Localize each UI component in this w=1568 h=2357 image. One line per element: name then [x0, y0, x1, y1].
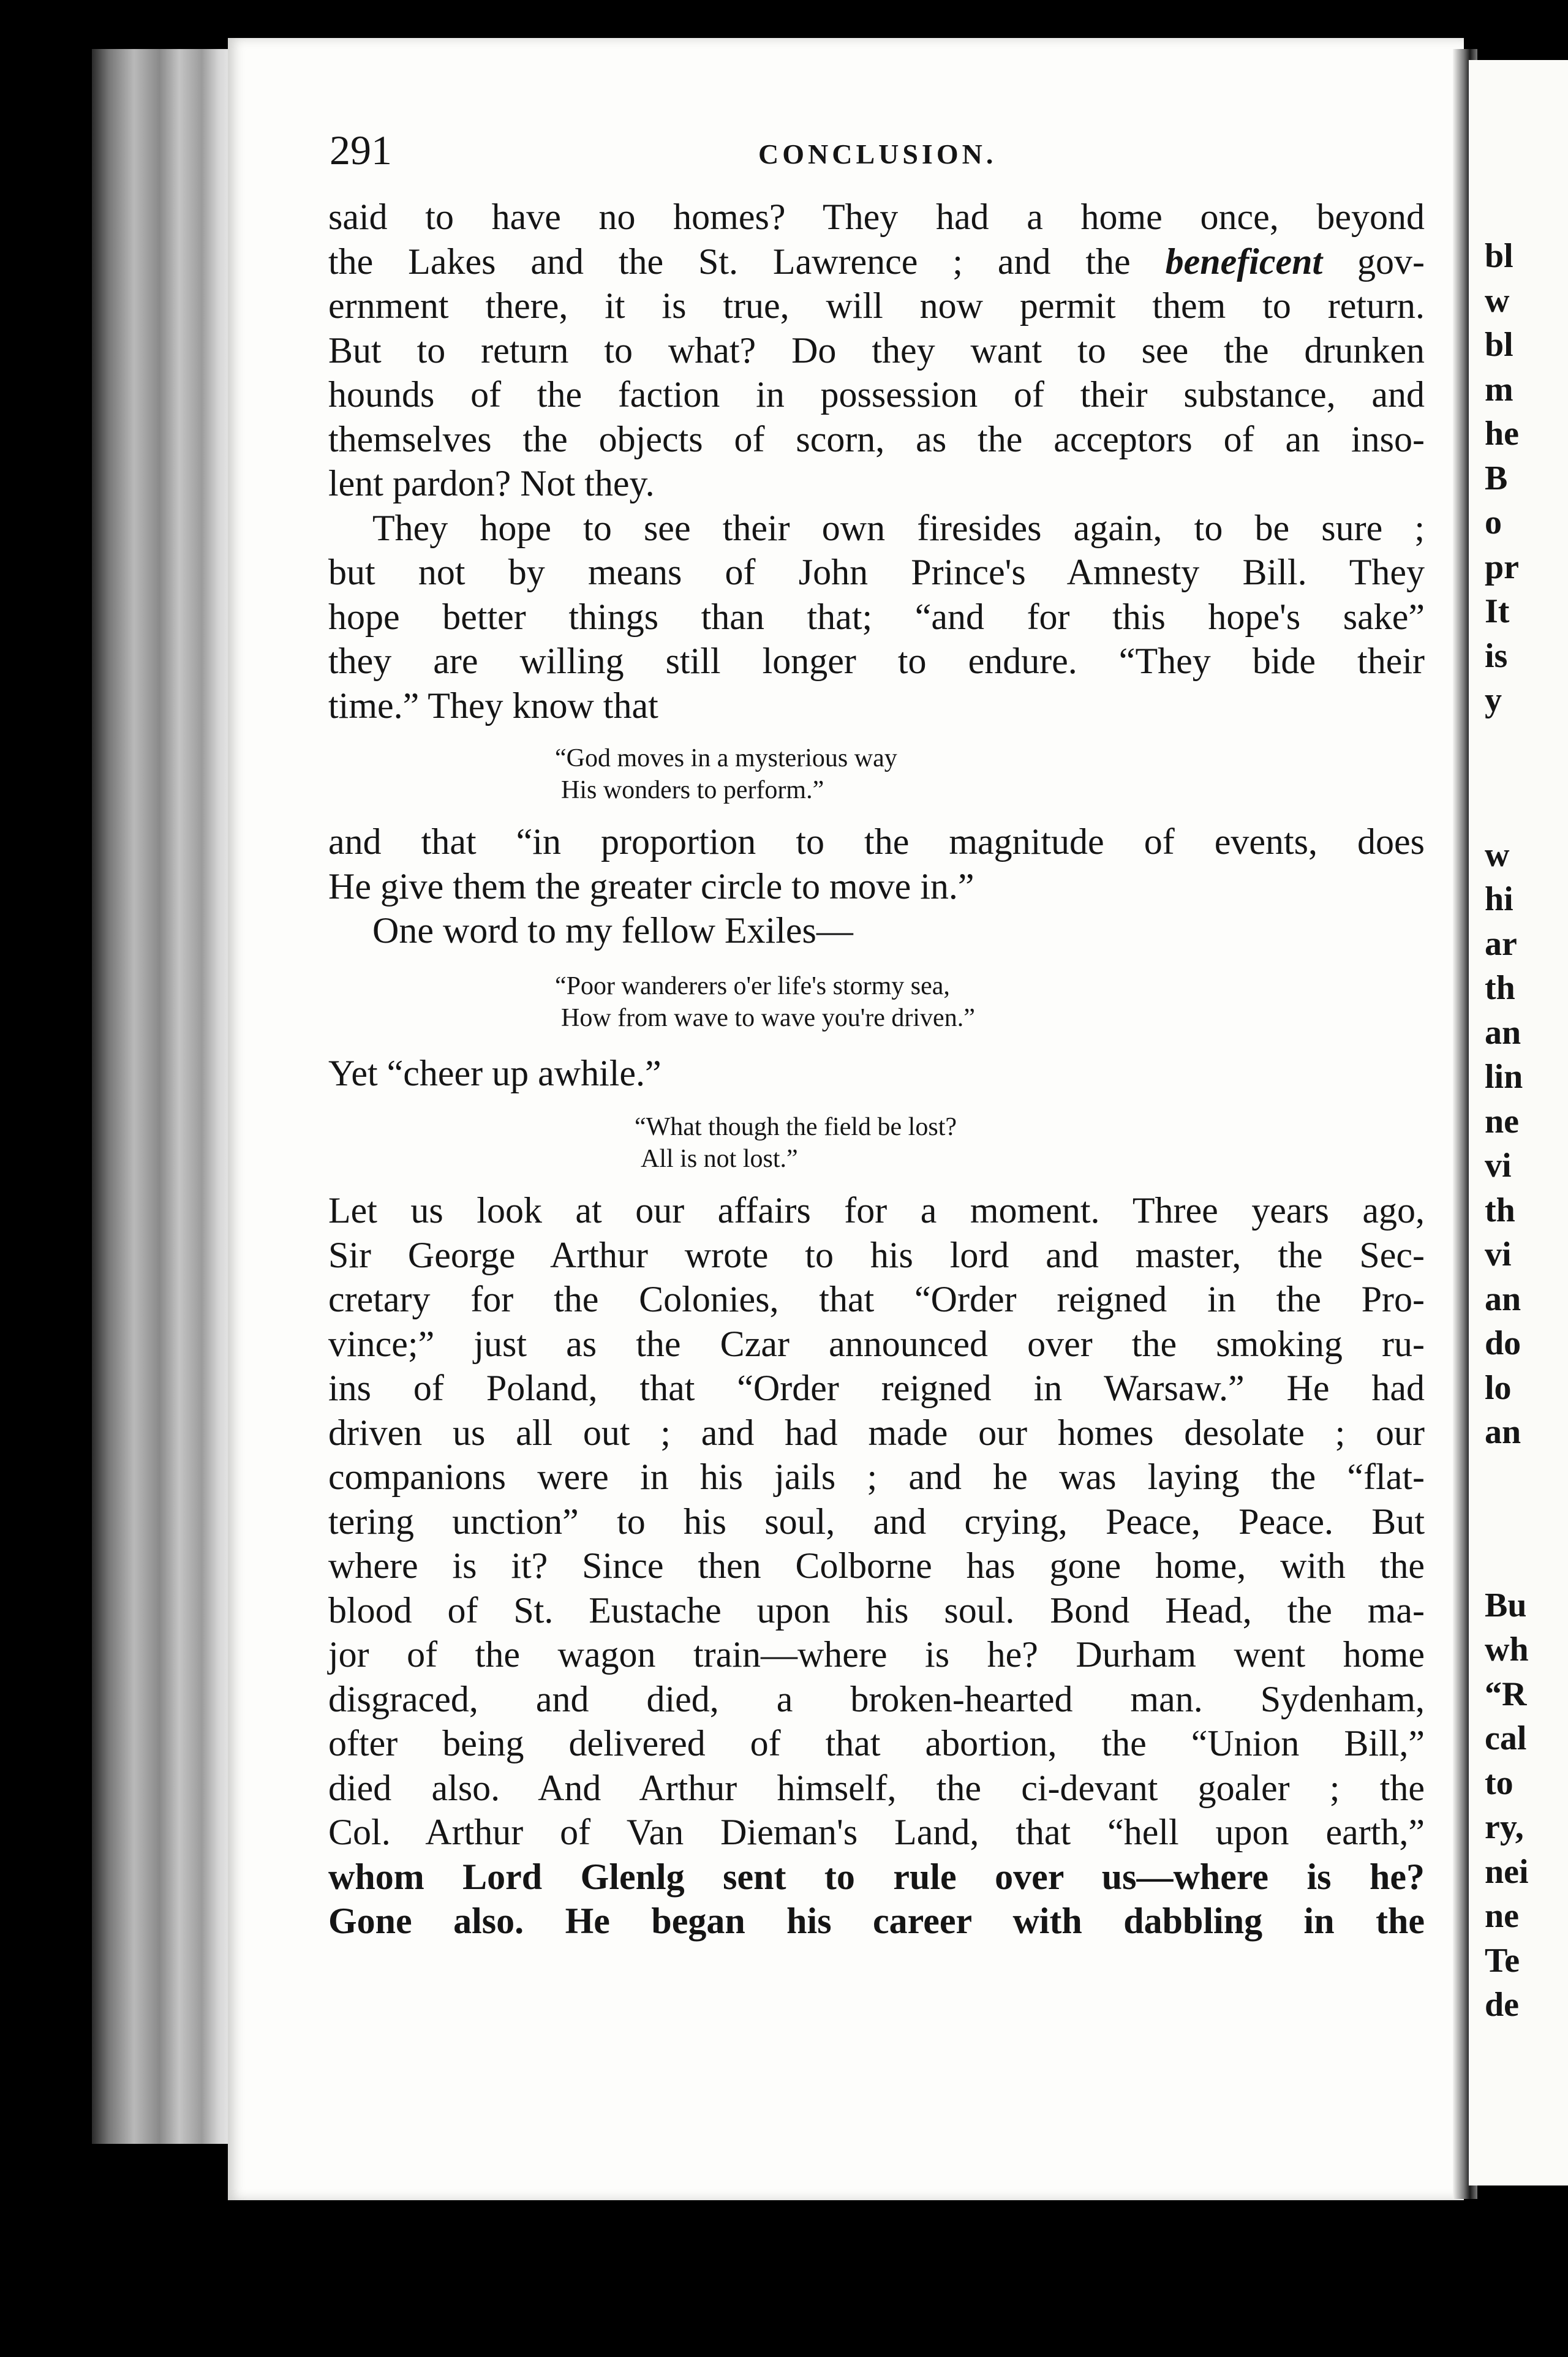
page-number: 291 [330, 127, 392, 173]
running-title: CONCLUSION. [758, 138, 997, 170]
text-line: themselves the objects of scorn, as the acceptors of an inso- [328, 418, 1425, 459]
text-line: cretary for the Colonies, that “Order reigned in the Pro- [328, 1279, 1425, 1319]
paragraph [328, 1188, 1425, 1944]
fragment: B [1485, 459, 1508, 497]
fragment: bl [1485, 326, 1513, 364]
fragment: ry, [1485, 1808, 1524, 1846]
fragment: m [1485, 370, 1513, 409]
book-page-edges [92, 49, 233, 2144]
fragment: cal [1485, 1719, 1527, 1757]
fragment: vi [1485, 1147, 1512, 1185]
fragment: th [1485, 969, 1515, 1007]
text-line: But to return to what? Do they want to see the drunken [328, 330, 1425, 371]
verse-line: “God moves in a mysterious way [555, 744, 897, 772]
facing-page-fragment [1469, 60, 1568, 2185]
text-line: He give them the greater circle to move in.” [328, 865, 974, 907]
text-line: time.” They know that [328, 685, 658, 726]
text-line: hounds of the faction in possession of their substance, and [328, 374, 1425, 415]
text-line: disgraced, and died, a broken-hearted man. Sydenham, [328, 1678, 1425, 1719]
fragment: he [1485, 415, 1519, 453]
text-line: they are willing still longer to endure. “They bide their [328, 641, 1425, 681]
fragment: y [1485, 681, 1502, 719]
emphasis: beneficent [1165, 241, 1323, 282]
fragment: do [1485, 1324, 1521, 1362]
text-line: jor of the wagon train—where is he? Durham went home [328, 1634, 1425, 1675]
text-line: blood of St. Eustache upon his soul. Bond Head, the ma- [328, 1590, 1425, 1631]
text-line: ins of Poland, that “Order reigned in Warsaw.” He had [328, 1368, 1425, 1408]
fragment: to [1485, 1763, 1513, 1802]
verse-line: “Poor wanderers o'er life's stormy sea, [555, 971, 950, 1000]
fragment: ar [1485, 924, 1517, 963]
body-text [328, 195, 1425, 1944]
fragment: an [1485, 1013, 1521, 1052]
text-line: and that “in proportion to the magnitude of events, does [328, 821, 1425, 862]
paragraph [328, 506, 1425, 728]
text-line: Yet “cheer up awhile.” [328, 1052, 662, 1093]
fragment: o [1485, 503, 1502, 541]
paragraph [328, 908, 1425, 953]
paragraph [328, 195, 1425, 506]
verse-line: How from wave to wave you're driven.” [561, 1003, 975, 1032]
text-line: Gone also. He began his career with dabbling in the [328, 1901, 1425, 1941]
text-line: Col. Arthur of Van Dieman's Land, that “hell upon earth,” [328, 1812, 1425, 1852]
text-line: hope better things than that; “and for this hope's sake” [328, 596, 1425, 637]
fragment: Te [1485, 1941, 1520, 1980]
verse-line: All is not lost.” [641, 1145, 798, 1173]
verse-quote [328, 970, 1425, 1034]
text-line: died also. And Arthur himself, the ci-devant goaler ; the [328, 1767, 1425, 1808]
fragment: ne [1485, 1897, 1519, 1935]
verse-quote [328, 1111, 1425, 1175]
fragment: is [1485, 636, 1508, 675]
text-line: where is it? Since then Colborne has gone home, with the [328, 1545, 1425, 1586]
fragment: bl [1485, 237, 1513, 275]
text-line: driven us all out ; and had made our homes desolate ; our [328, 1412, 1425, 1453]
verse-line: “What though the field be lost? [635, 1113, 957, 1141]
text-line: tering unction” to his soul, and crying, Peace, Peace. But [328, 1501, 1425, 1542]
fragment: “R [1485, 1675, 1527, 1713]
text-line: lent pardon? Not they. [328, 463, 655, 503]
text-line: whom Lord Glenlg sent to rule over us—where is he? [328, 1856, 1425, 1897]
fragment: Bu [1485, 1586, 1527, 1624]
text-line: Let us look at our affairs for a moment. Three years ago, [328, 1190, 1425, 1231]
verse-quote [328, 742, 1425, 806]
text-line: ofter being delivered of that abortion, the “Union Bill,” [328, 1723, 1425, 1763]
paragraph [328, 1051, 1425, 1096]
facing-page-text [1469, 60, 1568, 2027]
text-line: the Lakes and the St. Lawrence ; and the beneficent gov- [328, 241, 1425, 282]
text-line: said to have no homes? They had a home once, beyond [328, 197, 1425, 237]
text-line: One word to my fellow Exiles— [372, 910, 853, 951]
fragment: w [1485, 835, 1510, 874]
fragment: w [1485, 281, 1510, 320]
verse-line: His wonders to perform.” [561, 776, 824, 804]
fragment: hi [1485, 880, 1513, 918]
fragment: an [1485, 1280, 1521, 1318]
fragment: lin [1485, 1058, 1523, 1096]
fragment: pr [1485, 548, 1519, 586]
text-line: vince;” just as the Czar announced over the smoking ru- [328, 1323, 1425, 1364]
fragment: de [1485, 1986, 1519, 2024]
text-line: companions were in his jails ; and he was laying the “flat- [328, 1457, 1425, 1497]
fragment: an [1485, 1413, 1521, 1451]
fragment: vi [1485, 1235, 1512, 1273]
fragment: wh [1485, 1631, 1529, 1669]
fragment: nei [1485, 1852, 1529, 1891]
fragment: th [1485, 1191, 1515, 1229]
text-line: ernment there, it is true, will now permit them to return. [328, 285, 1425, 326]
paragraph [328, 820, 1425, 908]
text-line: They hope to see their own firesides again, to be sure ; [372, 507, 1425, 548]
fragment: lo [1485, 1368, 1512, 1407]
text-line: Sir George Arthur wrote to his lord and master, the Sec- [328, 1234, 1425, 1275]
fragment: ne [1485, 1102, 1519, 1141]
fragment: It [1485, 592, 1510, 630]
page-header [330, 123, 1420, 178]
text-line: but not by means of John Prince's Amnesty Bill. They [328, 552, 1425, 592]
